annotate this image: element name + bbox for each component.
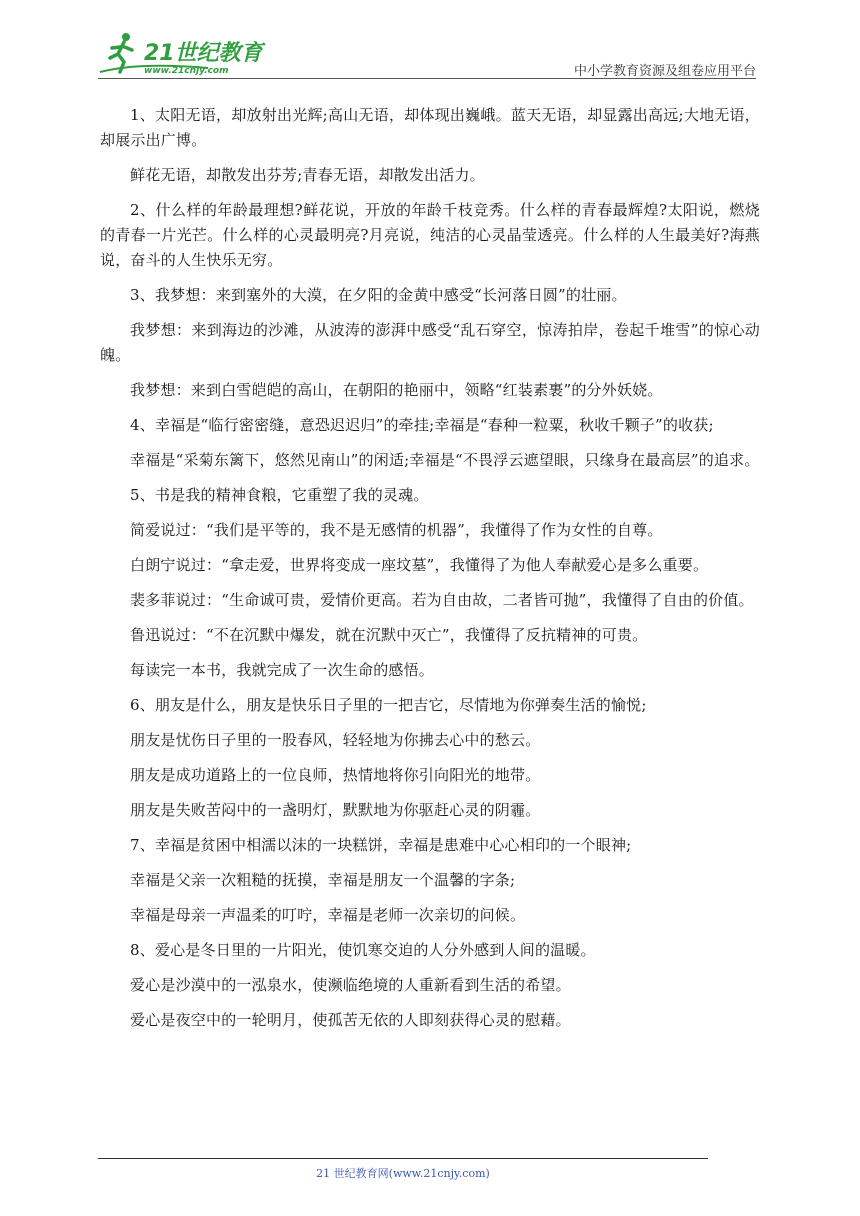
paragraph: 我梦想：来到海边的沙滩，从波涛的澎湃中感受“乱石穿空，惊涛拍岸，卷起千堆雪”的惊心动魄。 — [100, 321, 760, 364]
paragraph: 简爱说过：“我们是平等的，我不是无感情的机器”，我懂得了作为女性的自尊。 — [130, 521, 663, 539]
paragraph: 白朗宁说过：“拿走爱，世界将变成一座坟墓”，我懂得了为他人奉献爱心是多么重要。 — [130, 556, 709, 574]
header-divider — [98, 78, 756, 79]
paragraph: 2、什么样的年龄最理想?鲜花说，开放的年龄千枝竞秀。什么样的青春最辉煌?太阳说，燃烧的青春一片光芒。什么样的心灵最明亮?月亮说，纯洁的心灵晶莹透亮。什么样的人生最美好?海燕说，奋斗的人生快乐无穷。 — [100, 201, 760, 269]
site-logo — [98, 28, 278, 78]
paragraph: 朋友是忧伤日子里的一股春风，轻轻地为你拂去心中的愁云。 — [130, 731, 541, 749]
paragraph: 我梦想：来到白雪皑皑的高山，在朝阳的艳丽中，领略“红装素裹”的分外妖娆。 — [130, 381, 663, 399]
paragraph: 爱心是夜空中的一轮明月，使孤苦无依的人即刻获得心灵的慰藉。 — [130, 1011, 571, 1029]
paragraph: 每读完一本书，我就完成了一次生命的感悟。 — [130, 661, 435, 679]
paragraph: 朋友是失败苦闷中的一盏明灯，默默地为你驱赶心灵的阴霾。 — [130, 801, 541, 819]
document-body — [100, 103, 760, 1043]
paragraph: 4、幸福是“临行密密缝，意恐迟迟归”的牵挂;幸福是“春种一粒粟，秋收千颗子”的收获; — [130, 416, 714, 434]
logo-url: www.21cnjy.com — [144, 66, 229, 76]
paragraph: 朋友是成功道路上的一位良师，热情地将你引向阳光的地带。 — [130, 766, 541, 784]
paragraph: 7、幸福是贫困中相濡以沫的一块糕饼，幸福是患难中心心相印的一个眼神; — [130, 836, 632, 854]
paragraph: 鲜花无语，却散发出芬芳;青春无语，却散发出活力。 — [130, 166, 485, 184]
footer-text[interactable]: 21 世纪教育网(www.21cnjy.com) — [316, 1167, 490, 1180]
paragraph: 1、太阳无语，却放射出光辉;高山无语，却体现出巍峨。蓝天无语，却显露出高远;大地无语，却展示出广博。 — [100, 106, 760, 149]
paragraph: 8、爱心是冬日里的一片阳光，使饥寒交迫的人分外感到人间的温暖。 — [130, 941, 596, 959]
footer-divider — [98, 1158, 708, 1159]
paragraph: 3、我梦想：来到塞外的大漠，在夕阳的金黄中感受“长河落日圆”的壮丽。 — [130, 286, 627, 304]
paragraph: 6、朋友是什么，朋友是快乐日子里的一把吉它，尽情地为你弹奏生活的愉悦; — [130, 696, 647, 714]
header-tagline: 中小学教育资源及组卷应用平台 — [573, 64, 756, 79]
paragraph: 幸福是母亲一声温柔的叮咛，幸福是老师一次亲切的问候。 — [130, 906, 526, 924]
paragraph: 鲁迅说过：“不在沉默中爆发，就在沉默中灭亡”，我懂得了反抗精神的可贵。 — [130, 626, 648, 644]
page-header — [98, 28, 756, 78]
logo-text: 21世纪教育 — [144, 41, 263, 66]
paragraph: 幸福是“采菊东篱下，悠然见南山”的闲适;幸福是“不畏浮云遮望眼，只缘身在最高层”的追求。 — [130, 451, 760, 469]
paragraph: 爱心是沙漠中的一泓泉水，使濒临绝境的人重新看到生活的希望。 — [130, 976, 571, 994]
paragraph: 裴多菲说过：“生命诚可贵，爱情价更高。若为自由故，二者皆可抛”，我懂得了自由的价值。 — [130, 591, 754, 609]
paragraph: 5、书是我的精神食粮，它重塑了我的灵魂。 — [130, 486, 429, 504]
paragraph: 幸福是父亲一次粗糙的抚摸，幸福是朋友一个温馨的字条; — [130, 871, 516, 889]
